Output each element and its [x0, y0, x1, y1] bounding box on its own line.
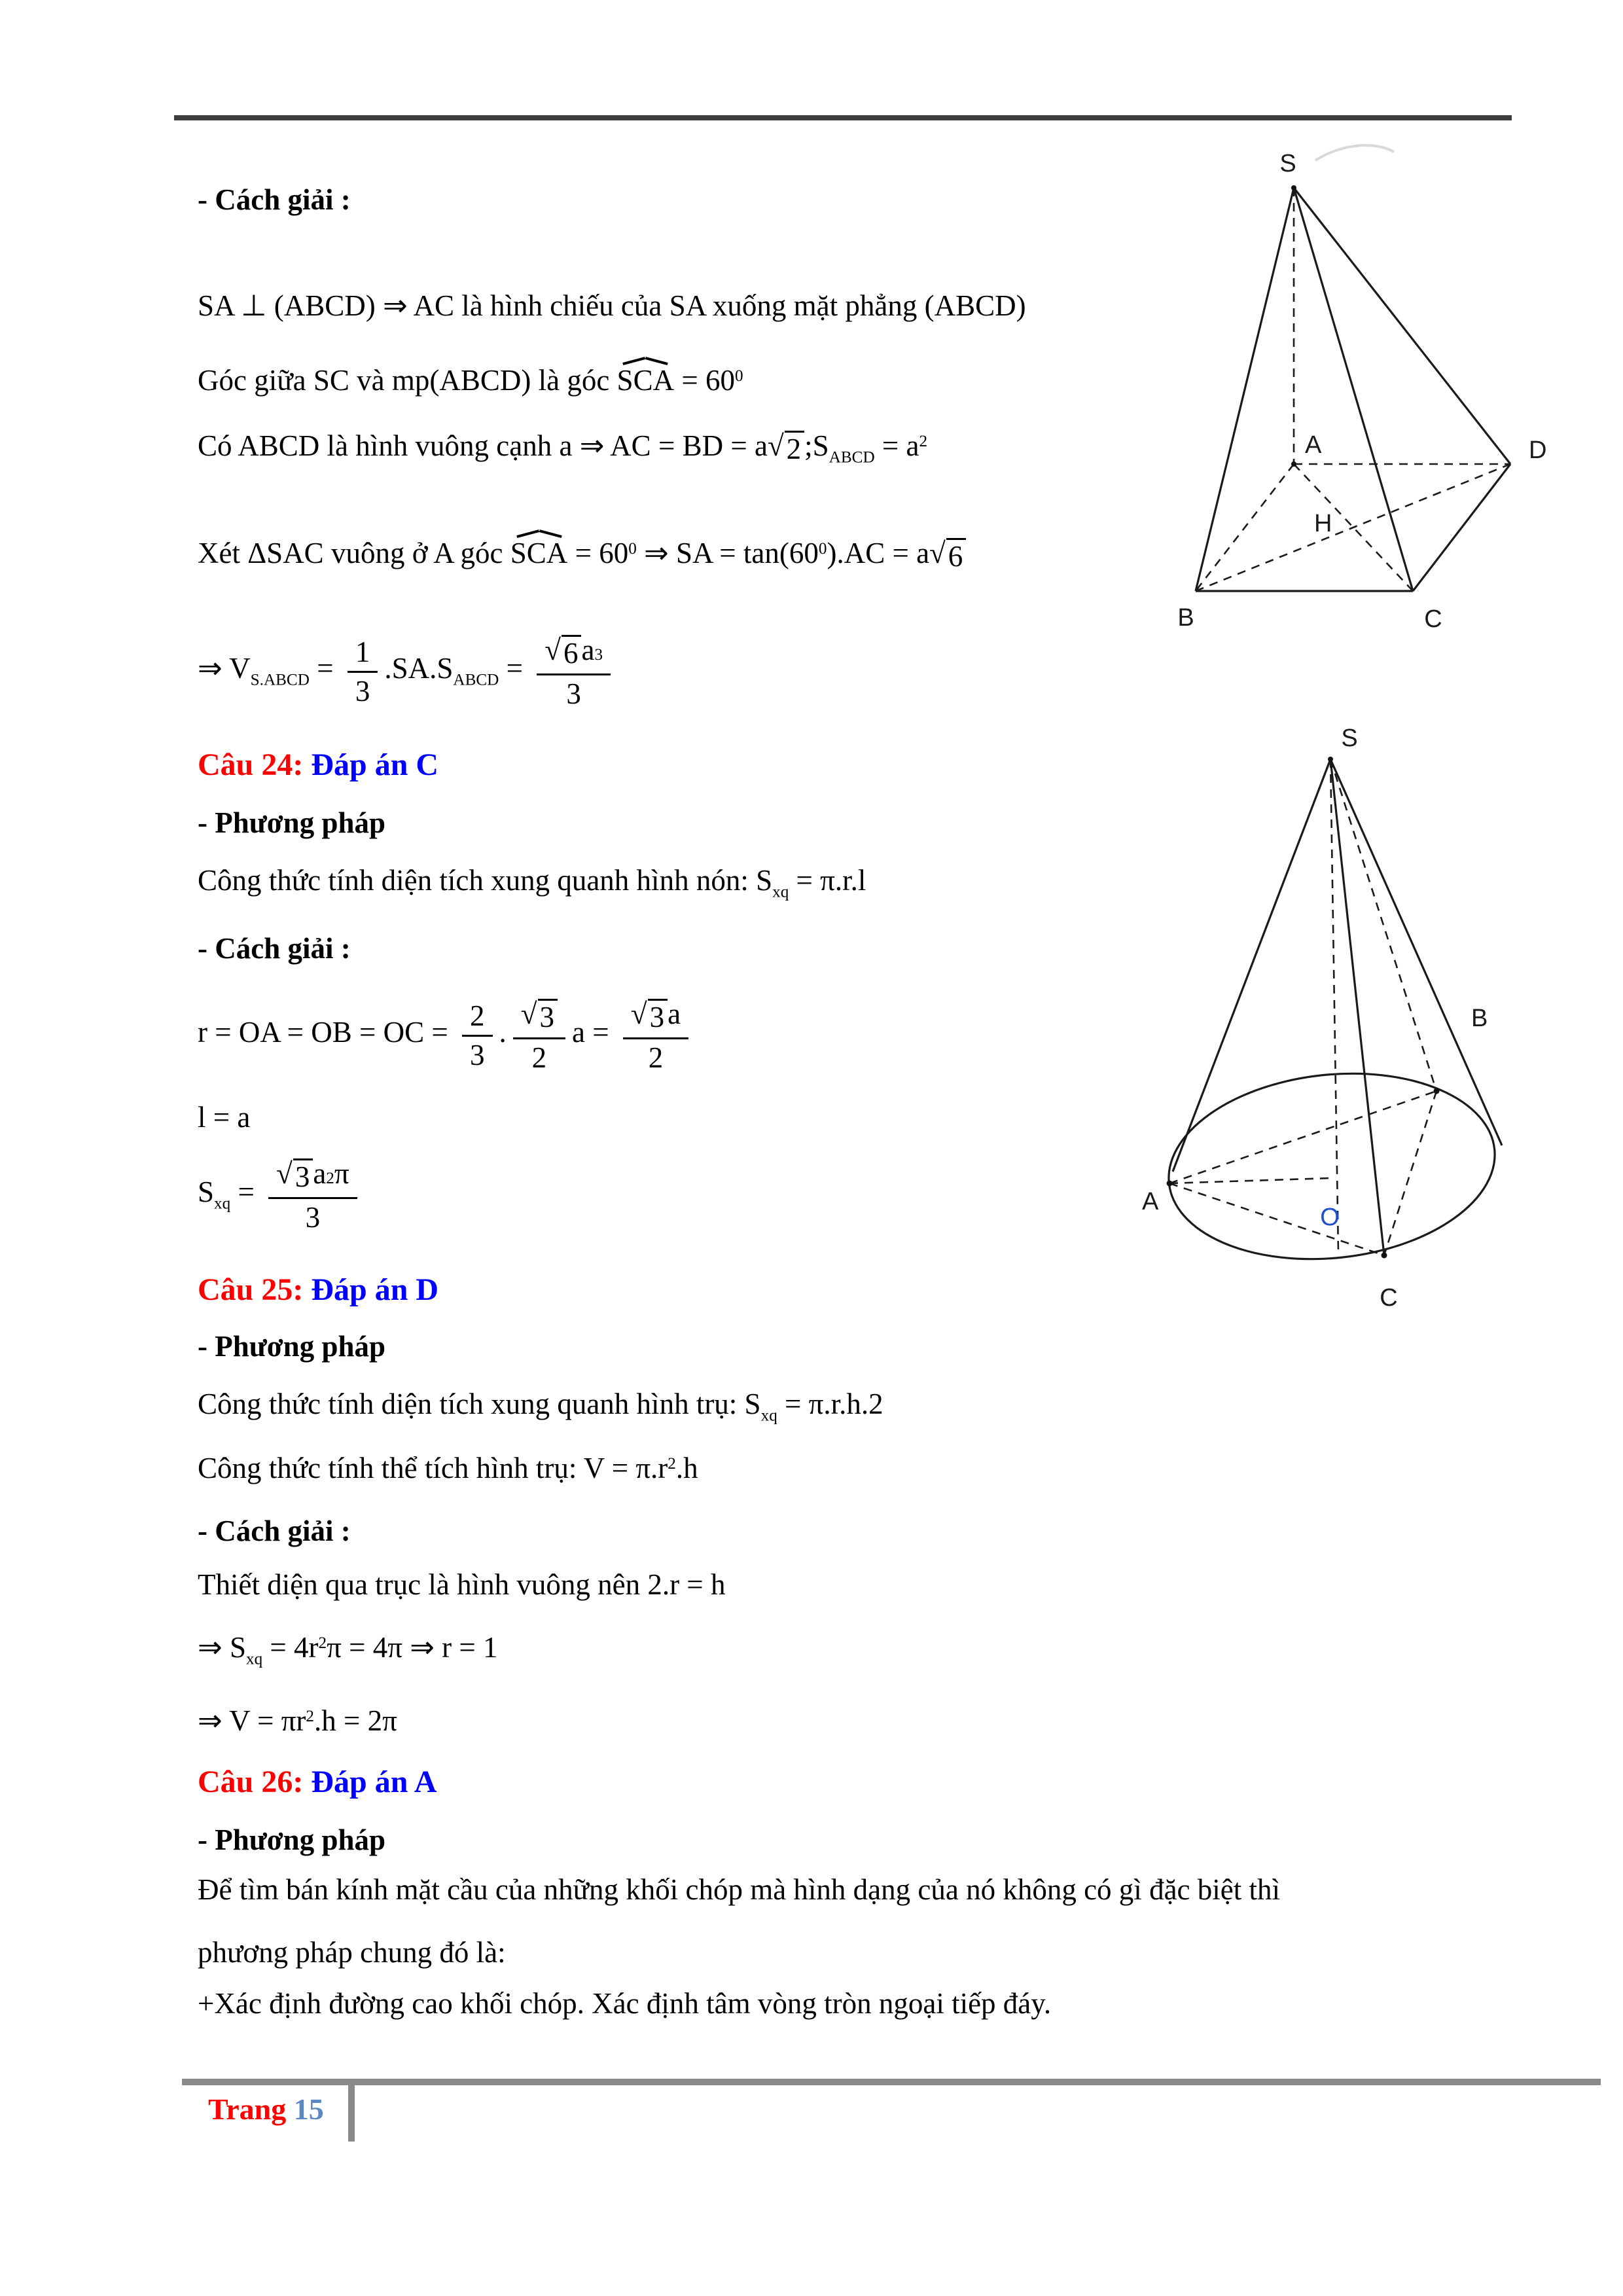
text-run: = 4r: [262, 1631, 319, 1664]
radical-sign: √: [276, 1157, 293, 1190]
radicand: 6: [946, 538, 967, 573]
line-phuong-phap-25: [198, 1330, 385, 1363]
line-xac-dinh: [198, 1987, 1051, 2020]
text-run: =: [309, 651, 341, 685]
line-cylinder-lateral-formula: [198, 1388, 883, 1426]
cone-figure: [1113, 707, 1623, 1322]
pyramid-label-d: D: [1529, 437, 1547, 464]
text-run: phương pháp chung đó là:: [198, 1936, 506, 1969]
vertex-dot: [1167, 1181, 1173, 1187]
denominator: 3: [355, 675, 370, 708]
header-rule: [174, 115, 1512, 120]
subscript: xq: [760, 1407, 777, 1425]
text-run: r = OA = OB = OC =: [198, 1015, 456, 1049]
line-sa-projection: [198, 289, 1026, 322]
subscript: S.ABCD: [250, 671, 310, 689]
text-run: Công thức tính thể tích hình trụ: V = π.r: [198, 1452, 668, 1484]
page-footer: [208, 2092, 324, 2126]
fraction: [462, 999, 493, 1071]
superscript: 0: [734, 367, 743, 386]
numerator: [268, 1157, 357, 1199]
line-volume-result: [198, 1704, 397, 1737]
radical: [521, 999, 558, 1034]
answer-text: Đáp án C: [303, 747, 439, 782]
text-run: - Cách giải :: [198, 183, 351, 216]
radical: [768, 431, 804, 466]
text-run: SCA: [510, 537, 568, 569]
radical: [631, 999, 668, 1034]
numerator: 1: [348, 636, 378, 673]
text-run: - Cách giải :: [198, 932, 351, 965]
superscript: 2: [318, 1634, 327, 1653]
text-run: Công thức tính diện tích xung quanh hình nón: S: [198, 864, 773, 897]
cone-label-c: C: [1380, 1284, 1398, 1312]
subscript: xq: [214, 1194, 231, 1213]
text-run: ;S: [804, 429, 829, 462]
line-l-equals-a: [198, 1101, 250, 1134]
line-sxq-result: [198, 1631, 498, 1669]
cone-label-o: O: [1320, 1204, 1340, 1231]
numerator: [513, 997, 565, 1039]
radical: [544, 635, 581, 670]
footer-space: [286, 2092, 294, 2126]
radical: [929, 538, 966, 573]
cone-label-s: S: [1341, 725, 1358, 752]
apex-dot: [1291, 185, 1296, 190]
question-number: Câu 24:: [198, 747, 304, 782]
text-run: S: [198, 1175, 215, 1208]
text-run: a: [313, 1157, 327, 1190]
line-xet-sac: [198, 537, 966, 573]
superscript: 2: [919, 433, 928, 451]
line-radius-formula: [198, 997, 695, 1073]
subscript: xq: [772, 883, 789, 901]
text-run: = 60: [567, 537, 629, 569]
text-run: - Phương pháp: [198, 1330, 386, 1363]
radical-sign: √: [544, 634, 561, 666]
text-run: π: [334, 1157, 349, 1190]
line-phuong-phap-26: [198, 1823, 385, 1856]
cone-label-a: A: [1142, 1188, 1159, 1215]
text-run: SCA: [616, 364, 675, 397]
radical-sign: √: [630, 997, 647, 1030]
line-abcd-square: [198, 429, 927, 467]
radicand: 3: [648, 999, 668, 1034]
denominator: 3: [566, 677, 581, 710]
text-run: Góc giữa SC và mp(ABCD) là góc: [198, 364, 617, 397]
line-cone-lateral-formula: [198, 864, 866, 902]
text-run: a: [581, 634, 595, 666]
text-run: .: [499, 1015, 507, 1049]
radicand: 2: [785, 431, 805, 466]
superscript: 2: [668, 1455, 676, 1473]
superscript: 2: [306, 1708, 315, 1726]
line-phuong-phap-chung: [198, 1936, 506, 1969]
line-cylinder-volume-formula: [198, 1452, 698, 1484]
denominator: 3: [470, 1039, 485, 1072]
text-run: Có ABCD là hình vuông cạnh a ⇒ AC = BD = a: [198, 429, 768, 462]
numerator: [623, 997, 688, 1039]
answer-text: Đáp án D: [303, 1272, 439, 1307]
fraction: [513, 997, 565, 1073]
text-run: a =: [572, 1015, 616, 1049]
apex-dot: [1328, 757, 1333, 762]
text-run: ⇒ SA = tan(60: [636, 537, 819, 569]
question-number: Câu 26:: [198, 1765, 304, 1799]
text-run: l = a: [198, 1101, 251, 1134]
pyramid-label-a: A: [1305, 431, 1322, 459]
angle-hat: [617, 364, 675, 397]
cone-label-b: B: [1471, 1005, 1488, 1032]
line-volume-formula: [198, 634, 617, 709]
text-run: .h: [675, 1452, 698, 1484]
text-run: = π.r.l: [789, 864, 866, 897]
line-cach-giai-25: [198, 1515, 351, 1547]
radicand: 6: [562, 635, 582, 670]
heading-cau-24: [198, 747, 438, 783]
text-run: Công thức tính diện tích xung quanh hình trụ: S: [198, 1388, 761, 1420]
line-thiet-dien: [198, 1568, 725, 1601]
radicand: 3: [538, 999, 558, 1034]
text-run: +Xác định đường cao khối chóp. Xác định tâm vòng tròn ngoại tiếp đáy.: [198, 1987, 1052, 2020]
vertex-dot: [1291, 461, 1296, 467]
text-run: π = 4π ⇒ r = 1: [327, 1631, 498, 1664]
numerator: [537, 634, 611, 675]
text-run: .SA.S: [384, 651, 454, 685]
text-run: ⇒ S: [198, 1631, 246, 1664]
footer-divider: [348, 2085, 355, 2142]
pyramid-label-s: S: [1279, 150, 1296, 177]
superscript: 3: [594, 646, 603, 664]
superscript: 0: [818, 540, 827, 558]
subscript: ABCD: [829, 448, 875, 467]
radical-sign: √: [767, 429, 784, 462]
text-run: ⇒ V: [198, 651, 251, 685]
text-run: - Phương pháp: [198, 1823, 386, 1856]
text-run: - Cách giải :: [198, 1515, 351, 1547]
footer-rule: [182, 2079, 1601, 2085]
text-run: .h = 2π: [314, 1704, 397, 1737]
text-run: = π.r.h.2: [777, 1388, 883, 1420]
angle-hat: [510, 537, 568, 569]
line-cach-giai-1: [198, 183, 351, 216]
fraction: [623, 997, 688, 1073]
question-number: Câu 25:: [198, 1272, 304, 1307]
text-run: - Phương pháp: [198, 806, 386, 839]
vertex-dot: [1382, 1253, 1387, 1259]
pyramid-label-h: H: [1314, 510, 1332, 537]
denominator: 2: [531, 1041, 547, 1074]
text-run: Thiết diện qua trục là hình vuông nên 2.r = h: [198, 1568, 726, 1601]
answer-text: Đáp án A: [303, 1765, 437, 1799]
radicand: 3: [293, 1158, 313, 1194]
cone-base-ellipse: [1160, 1058, 1505, 1275]
fraction: [348, 636, 378, 707]
text-run: =: [499, 651, 531, 685]
subscript: xq: [245, 1650, 263, 1668]
subscript: ABCD: [453, 671, 499, 689]
radical-sign: √: [929, 537, 946, 569]
text-run: = 60: [674, 364, 735, 397]
line-de-tim: [198, 1873, 1280, 1906]
text-run: = a: [874, 429, 919, 462]
line-goc-sca: [198, 364, 743, 397]
fraction: [268, 1157, 357, 1232]
line-cach-giai-24: [198, 932, 351, 965]
text-run: =: [230, 1175, 262, 1208]
text-run: Để tìm bán kính mặt cầu của những khối chóp mà hình dạng của nó không có gì đặc biệt thì: [198, 1873, 1280, 1906]
denominator: 3: [305, 1200, 321, 1234]
numerator: 2: [462, 999, 493, 1037]
page-number: 15: [293, 2092, 324, 2126]
text-run: SA ⊥ (ABCD) ⇒ AC là hình chiếu của SA xuống mặt phẳng (ABCD): [198, 289, 1026, 322]
fraction: [537, 634, 611, 709]
denominator: 2: [648, 1041, 664, 1074]
vertex-dot: [1434, 1088, 1440, 1094]
pyramid-label-b: B: [1177, 604, 1194, 632]
superscript: 0: [628, 540, 637, 558]
text-run: Xét ΔSAC vuông ở A góc: [198, 537, 510, 569]
line-sxq-formula: [198, 1157, 364, 1232]
text-run: ).AC = a: [827, 537, 930, 569]
heading-cau-26: [198, 1765, 437, 1800]
pyramid-figure: [1113, 131, 1584, 648]
text-run: a: [668, 997, 681, 1030]
radical: [276, 1158, 313, 1194]
line-phuong-phap-24: [198, 806, 385, 839]
pyramid-label-c: C: [1424, 605, 1442, 633]
text-run: ⇒ V = πr: [198, 1704, 306, 1737]
scan-artifact: [1315, 145, 1394, 160]
footer-label: Trang: [208, 2092, 287, 2126]
radical-sign: √: [520, 997, 537, 1030]
heading-cau-25: [198, 1272, 438, 1308]
superscript: 2: [326, 1170, 334, 1187]
